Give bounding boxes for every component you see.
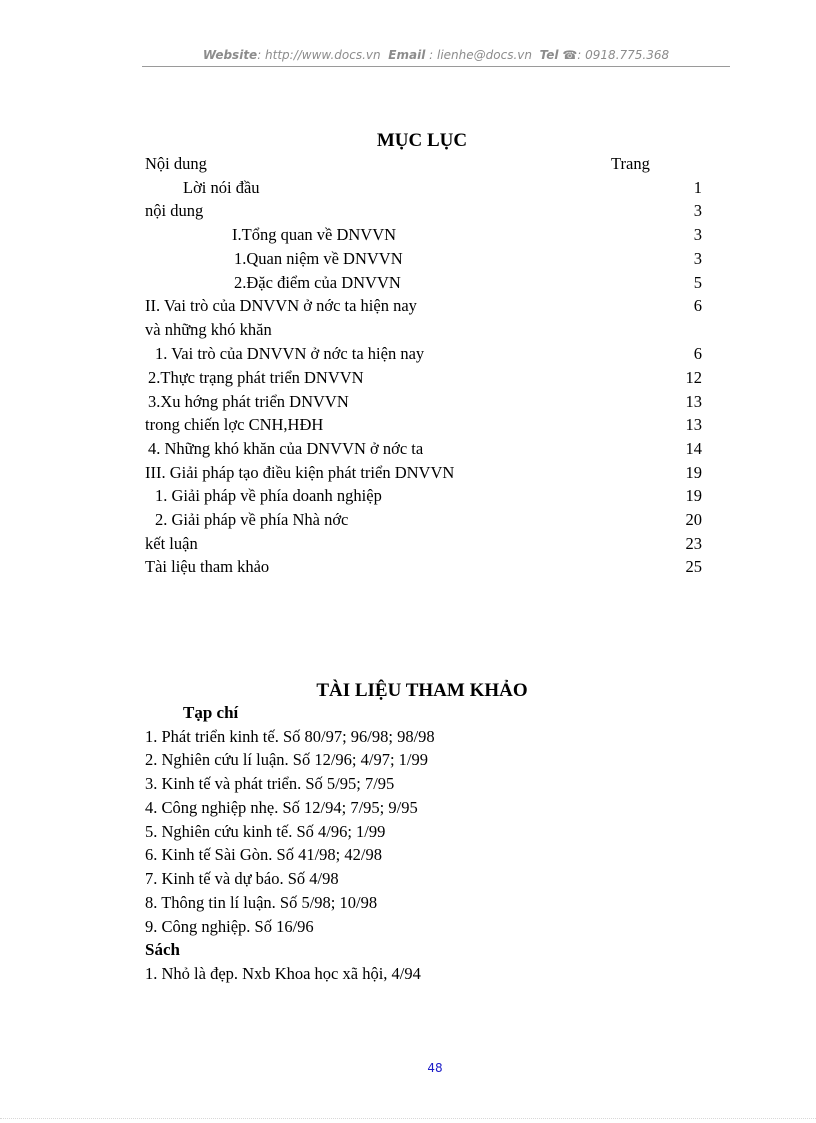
list-item: 8. Thông tin lí luận. Số 5/98; 10/98	[145, 893, 378, 912]
website-label: Website	[202, 48, 258, 62]
list-item: 5. Nghiên cứu kinh tế. Số 4/96; 1/99	[145, 822, 386, 841]
journals-heading: Tạp chí	[183, 703, 239, 722]
email-value: : lienhe@docs.vn	[429, 48, 532, 62]
page-header	[142, 48, 730, 62]
list-item: 1. Phát triển kinh tế. Số 80/97; 96/98; 98/98	[145, 727, 435, 746]
list-item: 6. Kinh tế Sài Gòn. Số 41/98; 42/98	[145, 845, 382, 864]
list-item: 7. Kinh tế và dự báo. Số 4/98	[145, 869, 339, 888]
toc-col-left: Nội dung	[145, 154, 207, 173]
tel-label: Tel	[539, 48, 559, 62]
header-divider	[142, 66, 730, 67]
email-label: Email	[388, 48, 426, 62]
list-item: 1. Nhỏ là đẹp. Nxb Khoa học xã hội, 4/94	[145, 964, 421, 983]
page-bottom-border	[0, 1118, 816, 1119]
website-value: : http://www.docs.vn	[257, 48, 381, 62]
toc-title: MỤC LỤC	[376, 130, 468, 151]
toc-col-right: Trang	[611, 154, 650, 173]
page-number: 48	[427, 1061, 443, 1075]
list-item: 2. Nghiên cứu lí luận. Số 12/96; 4/97; 1/99	[145, 750, 429, 769]
books-heading: Sách	[145, 940, 180, 959]
tel-value: : 0918.775.368	[577, 48, 670, 62]
list-item: 9. Công nghiệp. Số 16/96	[145, 917, 314, 936]
list-item: 4. Công nghiệp nhẹ. Số 12/94; 7/95; 9/95	[145, 798, 418, 817]
refs-title: TÀI LIỆU THAM KHẢO	[316, 680, 528, 701]
list-item: 3. Kinh tế và phát triển. Số 5/95; 7/95	[145, 774, 395, 793]
phone-icon: ☎	[562, 48, 578, 62]
